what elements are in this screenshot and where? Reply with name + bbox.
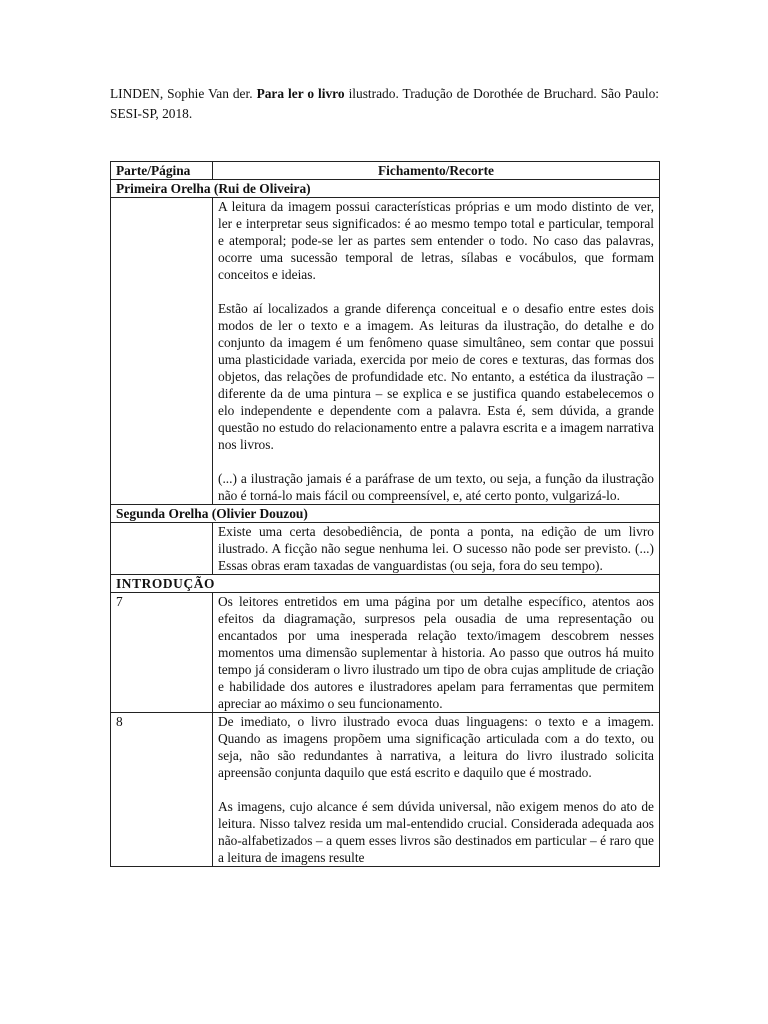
excerpt-paragraph: Os leitores entretidos em uma página por um detalhe específico, atentos aos efeitos da diagramação, surpresos pela ousadia de uma representação ou encantados por uma inesperada relação texto/imagem descobrem nesses momentos uma dimensão suplementar à historia. Ao passo que outros há muito tempo já consideram o livro ilustrado um tipo de obra cujas amplitude de criação e habilidade dos autores e ilustradores apelam para ferramentas que permitem apreciar ao máximo o seu funcionamento. [218, 594, 654, 711]
excerpt-paragraph: Existe uma certa desobediência, de ponta a ponta, na edição de um livro ilustrado. A ficção não segue nenhuma lei. O sucesso não pode ser previsto. (...) Essas obras eram taxadas de vanguardistas (ou seja, fora do seu tempo). [218, 524, 654, 573]
page-cell: 7 [111, 593, 213, 713]
excerpt-paragraph: As imagens, cujo alcance é sem dúvida universal, não exigem menos do ato de leitura. Nisso talvez resida um mal-entendido crucial. Considerada adequada aos não-alfabetizados – a quem esses livros são destinados em particular – é raro que a leitura de imagens resulte [218, 799, 654, 865]
section-row-primeira-orelha [111, 180, 660, 198]
excerpt-paragraph: (...) a ilustração jamais é a paráfrase de um texto, ou seja, a função da ilustração não é torná-lo mais fácil ou compreensível, e, até certo ponto, vulgarizá-lo. [218, 471, 654, 503]
section-title-introducao: INTRODUÇÃO [111, 575, 660, 593]
excerpt-cell [213, 198, 660, 505]
page-cell: 8 [111, 713, 213, 867]
page-content [110, 84, 660, 865]
reference-details: ilustrado. Tradução de Dorothée de Bruchard. São Paulo: SESI-SP, 2018. [110, 86, 660, 121]
header-parte-pagina: Parte/Página [111, 162, 213, 180]
header-fichamento-recorte: Fichamento/Recorte [213, 162, 660, 180]
table-row [111, 593, 660, 713]
excerpt-paragraph: Estão aí localizados a grande diferença conceitual e o desafio entre estes dois modos de ler o texto e a imagem. As leituras da ilustração, do detalhe e do conjunto da imagem é um fenômeno quase simultâneo, sem contar que possui uma plasticidade variada, exercida por meio de cores e texturas, das formas dos objetos, das relações de profundidade etc. No entanto, a estética da ilustração – diferente da de uma pintura – se explica e se justifica quando estabelecemos o elo independente e dependente com a palavra. Esta é, sem dúvida, a grande questão no estudo do relacionamento entre a palavra escrita e a imagem narrativa nos livros. [218, 301, 654, 452]
table-row [111, 713, 660, 867]
section-row-introducao [111, 575, 660, 593]
excerpt-cell [213, 523, 660, 575]
excerpt-paragraph: De imediato, o livro ilustrado evoca duas linguagens: o texto e a imagem. Quando as imagens propõem uma significação articulada com a do texto, ou seja, não são redundantes à narrativa, a leitura do livro ilustrado solicita apreensão conjunta daquilo que está escrito e daquilo que é mostrado. [218, 714, 654, 780]
page-cell [111, 523, 213, 575]
excerpt-cell [213, 713, 660, 867]
excerpt-paragraph: A leitura da imagem possui características próprias e um modo distinto de ver, ler e interpretar seus significados: é ao mesmo tempo total e particular, temporal e atemporal; pode-se ler as partes sem entender o todo. No caso das palavras, ocorre uma sucessão temporal de letras, sílabas e vocábulos, que formam conceitos e ideias. [218, 199, 654, 282]
reference-title: Para ler o livro [256, 86, 345, 101]
excerpt-cell [213, 593, 660, 713]
page-cell [111, 198, 213, 505]
section-row-segunda-orelha [111, 505, 660, 523]
reference-author: LINDEN, Sophie Van der. [110, 86, 253, 101]
table-row [111, 198, 660, 505]
section-title-primeira-orelha: Primeira Orelha (Rui de Oliveira) [111, 180, 660, 198]
bibliographic-reference [110, 84, 659, 124]
table-header-row [111, 162, 660, 180]
table-row [111, 523, 660, 575]
fichamento-table [110, 161, 660, 867]
section-title-segunda-orelha: Segunda Orelha (Olivier Douzou) [111, 505, 660, 523]
